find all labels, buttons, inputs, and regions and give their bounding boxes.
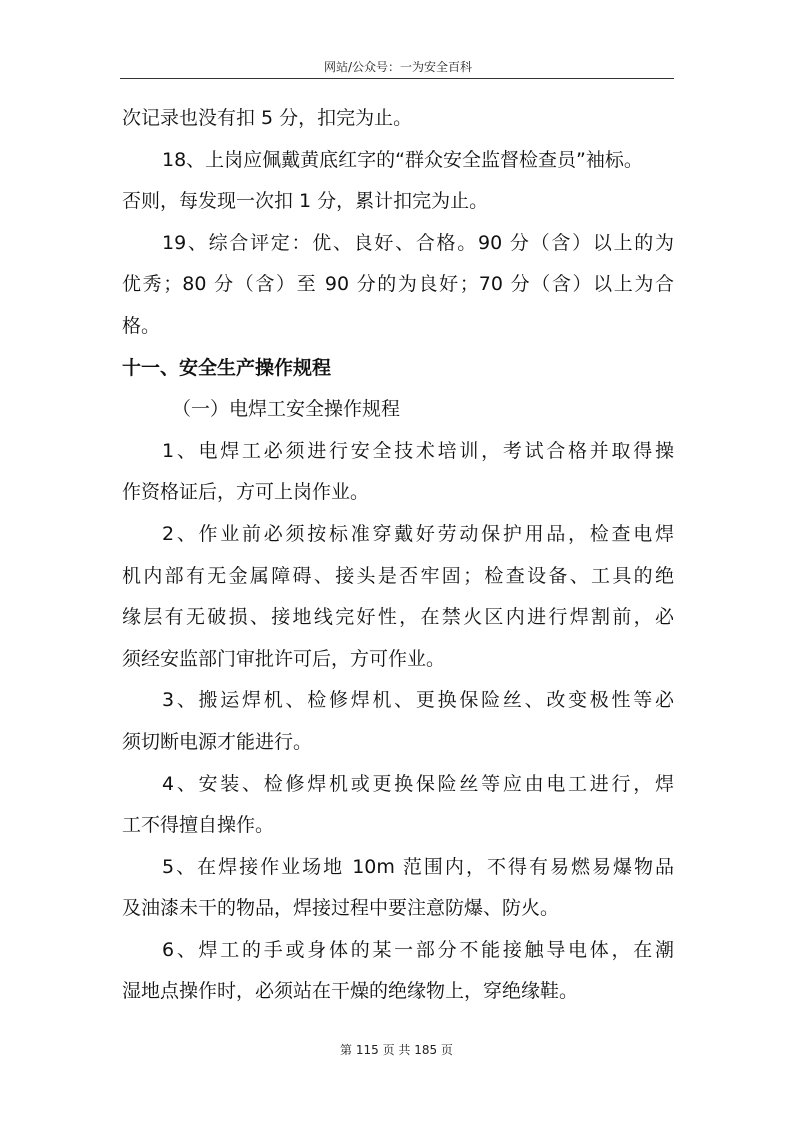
text-line: 缘层有无破损、接地线完好性，在禁火区内进行焊割前，必 (122, 606, 674, 629)
text-line: 19、综合评定：优、良好、合格。90 分（含）以上的为 (162, 231, 674, 254)
text-line: 3、搬运焊机、检修焊机、更换保险丝、改变极性等必 (162, 689, 674, 712)
text-line: 及油漆未干的物品，焊接过程中要注意防爆、防火。 (122, 897, 560, 920)
subsection-heading: （一）电焊工安全操作规程 (172, 398, 401, 421)
page-footer: 第 115 页 共 185 页 (340, 1043, 453, 1057)
text-line: 须切断电源才能进行。 (122, 730, 313, 753)
text-line: 4、安装、检修焊机或更换保险丝等应由电工进行，焊 (162, 772, 674, 795)
text-line: 格。 (122, 314, 161, 337)
text-line: 机内部有无金属障碍、接头是否牢固；检查设备、工具的绝 (122, 564, 674, 587)
text-line: 18、上岗应佩戴黄底红字的“群众安全监督检查员”袖标。 (162, 148, 643, 171)
document-body (122, 98, 674, 1013)
text-line: 作资格证后，方可上岗作业。 (122, 481, 370, 504)
text-line: 优秀；80 分（含）至 90 分的为良好；70 分（含）以上为合 (122, 273, 674, 296)
text-line: 次记录也没有扣 5 分，扣完为止。 (122, 107, 413, 129)
text-line: 工不得擅自操作。 (122, 814, 275, 837)
section-heading: 十一、安全生产操作规程 (122, 356, 332, 379)
text-line: 须经安监部门审批许可后，方可作业。 (122, 647, 446, 670)
header-divider (120, 78, 674, 79)
text-line: 否则，每发现一次扣 1 分，累计扣完为止。 (122, 190, 489, 213)
text-line: 2、作业前必须按标准穿戴好劳动保护用品，检查电焊 (162, 522, 674, 545)
text-line: 5、在焊接作业场地 10m 范围内，不得有易燃易爆物品 (162, 855, 674, 878)
text-line: 6、焊工的手或身体的某一部分不能接触导电体，在潮 (162, 938, 674, 961)
text-line: 1、电焊工必须进行安全技术培训，考试合格并取得操 (162, 439, 674, 462)
page-header: 网站/公众号：一为安全百科 (323, 60, 473, 74)
text-line: 湿地点操作时，必须站在干燥的绝缘物上，穿绝缘鞋。 (122, 980, 579, 1003)
